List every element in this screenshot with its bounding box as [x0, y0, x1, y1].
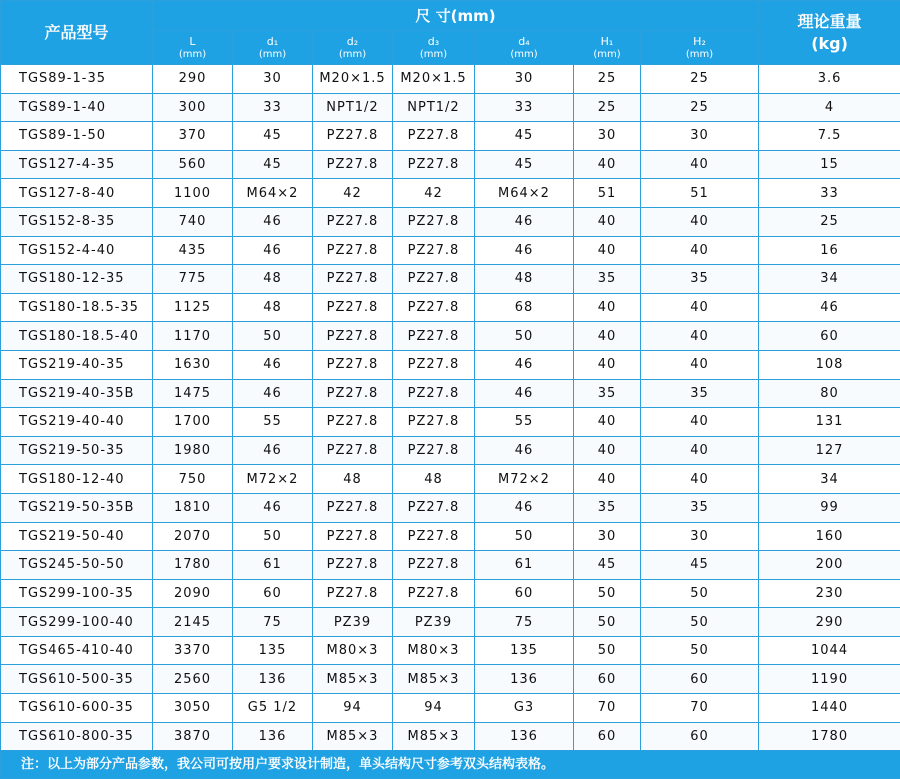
value-cell: 34 [759, 465, 900, 494]
value-cell: PZ27.8 [393, 207, 475, 236]
value-cell: 50 [641, 608, 759, 637]
value-cell: PZ27.8 [313, 236, 393, 265]
table-row [1, 608, 900, 637]
value-cell: 30 [233, 65, 313, 94]
value-cell: 60 [641, 665, 759, 694]
value-cell: 70 [574, 694, 641, 723]
value-cell: PZ27.8 [393, 579, 475, 608]
value-cell: PZ27.8 [393, 122, 475, 151]
value-cell: PZ27.8 [313, 350, 393, 379]
value-cell: 1630 [153, 350, 233, 379]
value-cell: 300 [153, 93, 233, 122]
value-cell: 40 [641, 293, 759, 322]
value-cell: PZ27.8 [393, 408, 475, 437]
value-cell: 30 [641, 522, 759, 551]
value-cell: 1100 [153, 179, 233, 208]
value-cell: PZ27.8 [393, 265, 475, 294]
value-cell: PZ27.8 [313, 322, 393, 351]
value-cell: 131 [759, 408, 900, 437]
value-cell: 3050 [153, 694, 233, 723]
value-cell: 30 [574, 522, 641, 551]
table-row [1, 436, 900, 465]
value-cell: 15 [759, 150, 900, 179]
value-cell: 40 [641, 207, 759, 236]
value-cell: 46 [233, 493, 313, 522]
model-cell: TGS127-4-35 [1, 150, 153, 179]
value-cell: PZ27.8 [393, 236, 475, 265]
value-cell: PZ27.8 [313, 293, 393, 322]
header-weight-label: 理论重量 [759, 11, 900, 33]
value-cell: 46 [233, 379, 313, 408]
value-cell: 230 [759, 579, 900, 608]
value-cell: 60 [574, 665, 641, 694]
model-cell: TGS180-18.5-40 [1, 322, 153, 351]
header-col-unit: (mm) [475, 48, 573, 61]
value-cell: 1810 [153, 493, 233, 522]
value-cell: 45 [233, 150, 313, 179]
value-cell: M72×2 [233, 465, 313, 494]
value-cell: PZ27.8 [393, 150, 475, 179]
value-cell: 40 [574, 322, 641, 351]
value-cell: 45 [475, 150, 574, 179]
table-row [1, 150, 900, 179]
value-cell: 46 [475, 493, 574, 522]
header-col-6 [641, 31, 759, 65]
value-cell: 60 [574, 722, 641, 751]
model-cell: TGS299-100-35 [1, 579, 153, 608]
value-cell: 2090 [153, 579, 233, 608]
value-cell: 40 [641, 322, 759, 351]
value-cell: 55 [475, 408, 574, 437]
model-cell: TGS245-50-50 [1, 551, 153, 580]
value-cell: PZ27.8 [393, 522, 475, 551]
value-cell: 1780 [759, 722, 900, 751]
value-cell: 1475 [153, 379, 233, 408]
value-cell: 60 [475, 579, 574, 608]
value-cell: 25 [574, 93, 641, 122]
value-cell: 48 [233, 265, 313, 294]
value-cell: 40 [574, 436, 641, 465]
model-cell: TGS219-50-35B [1, 493, 153, 522]
value-cell: 25 [759, 207, 900, 236]
table-row [1, 350, 900, 379]
value-cell: PZ27.8 [393, 350, 475, 379]
value-cell: 35 [574, 379, 641, 408]
value-cell: 40 [574, 465, 641, 494]
value-cell: M20×1.5 [313, 65, 393, 94]
value-cell: 99 [759, 493, 900, 522]
value-cell: M80×3 [393, 636, 475, 665]
model-cell: TGS219-40-35B [1, 379, 153, 408]
header-col-1 [233, 31, 313, 65]
header-weight [759, 1, 900, 65]
header-col-3 [393, 31, 475, 65]
table-row [1, 522, 900, 551]
table-row [1, 265, 900, 294]
model-cell: TGS299-100-40 [1, 608, 153, 637]
model-cell: TGS152-8-35 [1, 207, 153, 236]
value-cell: M80×3 [313, 636, 393, 665]
value-cell: 40 [641, 350, 759, 379]
value-cell: PZ27.8 [393, 322, 475, 351]
value-cell: 25 [641, 93, 759, 122]
value-cell: PZ39 [393, 608, 475, 637]
value-cell: 108 [759, 350, 900, 379]
value-cell: 33 [759, 179, 900, 208]
value-cell: 3870 [153, 722, 233, 751]
value-cell: 1170 [153, 322, 233, 351]
value-cell: PZ27.8 [313, 579, 393, 608]
table-row [1, 408, 900, 437]
value-cell: 3370 [153, 636, 233, 665]
value-cell: 50 [233, 522, 313, 551]
value-cell: 2560 [153, 665, 233, 694]
value-cell: 35 [641, 265, 759, 294]
table-row [1, 493, 900, 522]
value-cell: 48 [233, 293, 313, 322]
value-cell: 740 [153, 207, 233, 236]
value-cell: 25 [574, 65, 641, 94]
value-cell: 35 [574, 265, 641, 294]
value-cell: PZ39 [313, 608, 393, 637]
header-dimension: 尺 寸(mm) [153, 1, 759, 31]
model-cell: TGS152-4-40 [1, 236, 153, 265]
value-cell: 750 [153, 465, 233, 494]
model-cell: TGS610-500-35 [1, 665, 153, 694]
header-model: 产品型号 [1, 1, 153, 65]
value-cell: NPT1/2 [313, 93, 393, 122]
model-cell: TGS180-12-35 [1, 265, 153, 294]
value-cell: 46 [233, 350, 313, 379]
model-cell: TGS89-1-35 [1, 65, 153, 94]
model-cell: TGS89-1-50 [1, 122, 153, 151]
value-cell: 46 [233, 236, 313, 265]
value-cell: M72×2 [475, 465, 574, 494]
value-cell: PZ27.8 [313, 379, 393, 408]
value-cell: 1980 [153, 436, 233, 465]
value-cell: 1440 [759, 694, 900, 723]
value-cell: 40 [574, 150, 641, 179]
model-cell: TGS219-50-35 [1, 436, 153, 465]
value-cell: 50 [233, 322, 313, 351]
value-cell: 1700 [153, 408, 233, 437]
value-cell: 435 [153, 236, 233, 265]
table-row [1, 122, 900, 151]
header-col-5 [574, 31, 641, 65]
table-row [1, 465, 900, 494]
table-row [1, 207, 900, 236]
model-cell: TGS89-1-40 [1, 93, 153, 122]
value-cell: 48 [475, 265, 574, 294]
table-row [1, 179, 900, 208]
value-cell: 40 [574, 236, 641, 265]
value-cell: 40 [574, 207, 641, 236]
header-col-2 [313, 31, 393, 65]
value-cell: 50 [641, 636, 759, 665]
model-cell: TGS465-410-40 [1, 636, 153, 665]
header-col-unit: (mm) [153, 48, 232, 61]
value-cell: PZ27.8 [393, 293, 475, 322]
value-cell: 61 [233, 551, 313, 580]
value-cell: PZ27.8 [313, 265, 393, 294]
value-cell: M85×3 [393, 722, 475, 751]
table-row [1, 293, 900, 322]
model-cell: TGS219-40-35 [1, 350, 153, 379]
value-cell: PZ27.8 [393, 493, 475, 522]
table-row [1, 236, 900, 265]
table-row [1, 636, 900, 665]
value-cell: 30 [641, 122, 759, 151]
value-cell: 45 [641, 551, 759, 580]
value-cell: 290 [153, 65, 233, 94]
table-row [1, 65, 900, 94]
value-cell: PZ27.8 [313, 522, 393, 551]
value-cell: 1190 [759, 665, 900, 694]
value-cell: 2145 [153, 608, 233, 637]
value-cell: M85×3 [393, 665, 475, 694]
value-cell: 40 [641, 436, 759, 465]
value-cell: 160 [759, 522, 900, 551]
value-cell: 94 [313, 694, 393, 723]
value-cell: 35 [641, 379, 759, 408]
value-cell: 50 [574, 579, 641, 608]
header-weight-unit: (kg) [759, 33, 900, 55]
value-cell: M64×2 [233, 179, 313, 208]
value-cell: 50 [574, 636, 641, 665]
value-cell: 50 [475, 322, 574, 351]
value-cell: 40 [641, 465, 759, 494]
value-cell: 135 [475, 636, 574, 665]
value-cell: M85×3 [313, 665, 393, 694]
value-cell: 46 [475, 436, 574, 465]
value-cell: 40 [574, 293, 641, 322]
value-cell: PZ27.8 [313, 122, 393, 151]
model-cell: TGS219-50-40 [1, 522, 153, 551]
value-cell: M85×3 [313, 722, 393, 751]
table-row [1, 694, 900, 723]
value-cell: 3.6 [759, 65, 900, 94]
header-col-unit: (mm) [393, 48, 474, 61]
value-cell: 33 [233, 93, 313, 122]
value-cell: G5 1/2 [233, 694, 313, 723]
header-col-4 [475, 31, 574, 65]
value-cell: 40 [641, 236, 759, 265]
value-cell: 560 [153, 150, 233, 179]
value-cell: PZ27.8 [313, 408, 393, 437]
model-cell: TGS127-8-40 [1, 179, 153, 208]
value-cell: 55 [233, 408, 313, 437]
value-cell: 45 [475, 122, 574, 151]
value-cell: M64×2 [475, 179, 574, 208]
value-cell: 50 [475, 522, 574, 551]
value-cell: 51 [641, 179, 759, 208]
value-cell: 775 [153, 265, 233, 294]
model-cell: TGS610-600-35 [1, 694, 153, 723]
value-cell: 46 [475, 236, 574, 265]
header-col-symbol: H₂ [641, 35, 758, 48]
header-col-symbol: d₁ [233, 35, 312, 48]
value-cell: 136 [233, 722, 313, 751]
value-cell: PZ27.8 [313, 436, 393, 465]
value-cell: 40 [574, 408, 641, 437]
value-cell: 75 [233, 608, 313, 637]
value-cell: 46 [475, 379, 574, 408]
model-cell: TGS219-40-40 [1, 408, 153, 437]
value-cell: PZ27.8 [313, 207, 393, 236]
value-cell: 50 [641, 579, 759, 608]
value-cell: 1125 [153, 293, 233, 322]
value-cell: 290 [759, 608, 900, 637]
value-cell: 60 [233, 579, 313, 608]
value-cell: PZ27.8 [393, 551, 475, 580]
value-cell: 35 [641, 493, 759, 522]
table-row [1, 665, 900, 694]
value-cell: 35 [574, 493, 641, 522]
value-cell: 127 [759, 436, 900, 465]
table-row [1, 322, 900, 351]
model-cell: TGS180-12-40 [1, 465, 153, 494]
value-cell: PZ27.8 [393, 379, 475, 408]
header-col-0 [153, 31, 233, 65]
value-cell: 40 [641, 408, 759, 437]
value-cell: 4 [759, 93, 900, 122]
header-col-unit: (mm) [313, 48, 392, 61]
value-cell: 2070 [153, 522, 233, 551]
value-cell: 34 [759, 265, 900, 294]
value-cell: 46 [233, 436, 313, 465]
model-cell: TGS610-800-35 [1, 722, 153, 751]
value-cell: PZ27.8 [313, 551, 393, 580]
value-cell: 30 [574, 122, 641, 151]
value-cell: 7.5 [759, 122, 900, 151]
value-cell: 16 [759, 236, 900, 265]
value-cell: PZ27.8 [393, 436, 475, 465]
value-cell: 1044 [759, 636, 900, 665]
value-cell: PZ27.8 [313, 493, 393, 522]
header-col-symbol: d₄ [475, 35, 573, 48]
header-col-unit: (mm) [641, 48, 758, 61]
value-cell: G3 [475, 694, 574, 723]
value-cell: 25 [641, 65, 759, 94]
value-cell: 200 [759, 551, 900, 580]
table-row [1, 579, 900, 608]
value-cell: NPT1/2 [393, 93, 475, 122]
value-cell: 51 [574, 179, 641, 208]
value-cell: 45 [574, 551, 641, 580]
value-cell: 80 [759, 379, 900, 408]
value-cell: 30 [475, 65, 574, 94]
table-row [1, 722, 900, 751]
header-col-unit: (mm) [574, 48, 640, 61]
header-col-symbol: d₃ [393, 35, 474, 48]
header-col-unit: (mm) [233, 48, 312, 61]
model-cell: TGS180-18.5-35 [1, 293, 153, 322]
value-cell: 61 [475, 551, 574, 580]
value-cell: 46 [233, 207, 313, 236]
table-footnote: 注：以上为部分产品参数，我公司可按用户要求设计制造，单头结构尺寸参考双头结构表格。 [1, 751, 900, 779]
header-col-symbol: d₂ [313, 35, 392, 48]
value-cell: 370 [153, 122, 233, 151]
value-cell: 60 [759, 322, 900, 351]
value-cell: 60 [641, 722, 759, 751]
value-cell: 68 [475, 293, 574, 322]
value-cell: 70 [641, 694, 759, 723]
value-cell: 33 [475, 93, 574, 122]
value-cell: 135 [233, 636, 313, 665]
table-row [1, 551, 900, 580]
value-cell: 94 [393, 694, 475, 723]
value-cell: 48 [393, 465, 475, 494]
value-cell: 45 [233, 122, 313, 151]
value-cell: 136 [475, 722, 574, 751]
value-cell: 50 [574, 608, 641, 637]
value-cell: 1780 [153, 551, 233, 580]
value-cell: 75 [475, 608, 574, 637]
value-cell: 46 [759, 293, 900, 322]
value-cell: 48 [313, 465, 393, 494]
header-col-symbol: H₁ [574, 35, 640, 48]
value-cell: 46 [475, 207, 574, 236]
value-cell: 40 [641, 150, 759, 179]
header-col-symbol: L [153, 35, 232, 48]
value-cell: M20×1.5 [393, 65, 475, 94]
value-cell: 46 [475, 350, 574, 379]
value-cell: 42 [393, 179, 475, 208]
value-cell: 42 [313, 179, 393, 208]
value-cell: 40 [574, 350, 641, 379]
table-row [1, 93, 900, 122]
value-cell: PZ27.8 [313, 150, 393, 179]
value-cell: 136 [475, 665, 574, 694]
value-cell: 136 [233, 665, 313, 694]
table-row [1, 379, 900, 408]
